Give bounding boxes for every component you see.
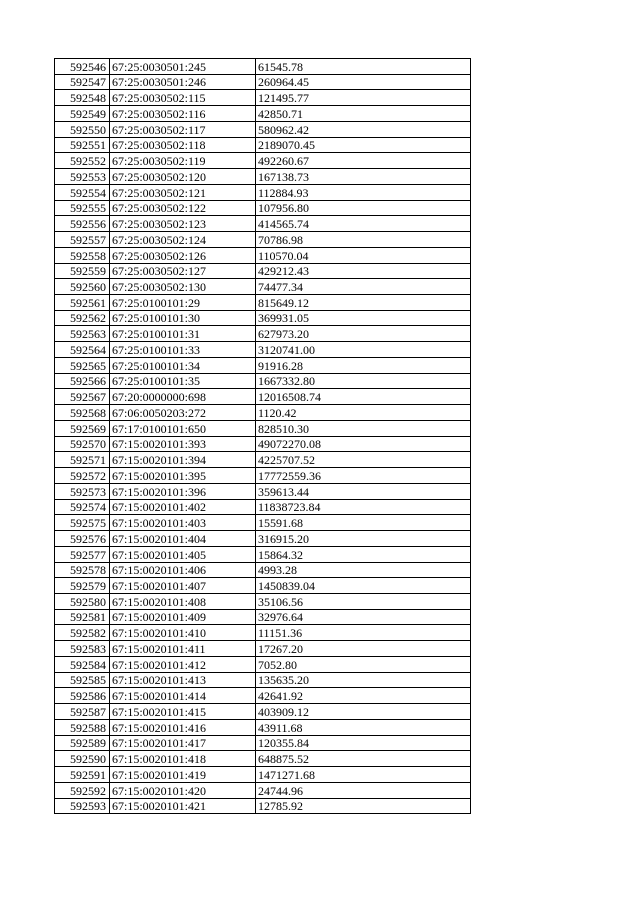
cadastral-number-cell: 67:15:0020101:402 [110,499,256,515]
table-row [55,137,471,153]
row-id-cell: 592593 [55,798,110,814]
table-row [55,90,471,106]
value-cell: 91916.28 [256,357,471,373]
cadastral-number-cell: 67:15:0020101:415 [110,704,256,720]
row-id-cell: 592587 [55,704,110,720]
value-cell: 627973.20 [256,326,471,342]
table-row [55,609,471,625]
cadastral-number-cell: 67:25:0030502:130 [110,279,256,295]
value-cell: 403909.12 [256,704,471,720]
cadastral-number-cell: 67:15:0020101:403 [110,515,256,531]
value-cell: 1120.42 [256,405,471,421]
cadastral-number-cell: 67:25:0030502:124 [110,232,256,248]
value-cell: 49072270.08 [256,436,471,452]
table-row [55,200,471,216]
row-id-cell: 592548 [55,90,110,106]
cadastral-number-cell: 67:25:0030502:123 [110,216,256,232]
table-row [55,121,471,137]
table-row [55,546,471,562]
cadastral-number-cell: 67:17:0100101:650 [110,420,256,436]
row-id-cell: 592554 [55,184,110,200]
value-cell: 17267.20 [256,641,471,657]
cadastral-number-cell: 67:15:0020101:417 [110,735,256,751]
cadastral-number-cell: 67:15:0020101:414 [110,688,256,704]
value-cell: 492260.67 [256,153,471,169]
cadastral-number-cell: 67:15:0020101:411 [110,641,256,657]
table-row [55,310,471,326]
cadastral-number-cell: 67:25:0030502:121 [110,184,256,200]
table-row [55,704,471,720]
cadastral-number-cell: 67:15:0020101:395 [110,468,256,484]
cadastral-number-cell: 67:15:0020101:413 [110,672,256,688]
row-id-cell: 592574 [55,499,110,515]
value-cell: 107956.80 [256,200,471,216]
cadastral-number-cell: 67:15:0020101:404 [110,531,256,547]
row-id-cell: 592570 [55,436,110,452]
table-row [55,389,471,405]
cadastral-number-cell: 67:25:0030502:126 [110,247,256,263]
value-cell: 1471271.68 [256,767,471,783]
value-cell: 11151.36 [256,625,471,641]
table-row [55,562,471,578]
table-row [55,593,471,609]
row-id-cell: 592549 [55,106,110,122]
value-cell: 43911.68 [256,719,471,735]
cadastral-number-cell: 67:25:0030502:122 [110,200,256,216]
row-id-cell: 592555 [55,200,110,216]
table-row [55,342,471,358]
cadastral-number-cell: 67:25:0030501:245 [110,59,256,75]
table-body [55,59,471,814]
value-cell: 61545.78 [256,59,471,75]
cadastral-number-cell: 67:15:0020101:408 [110,593,256,609]
cadastral-number-cell: 67:25:0030502:127 [110,263,256,279]
value-cell: 815649.12 [256,295,471,311]
value-cell: 828510.30 [256,420,471,436]
value-cell: 15591.68 [256,515,471,531]
value-cell: 35106.56 [256,593,471,609]
table-row [55,263,471,279]
table-row [55,373,471,389]
table-row [55,625,471,641]
row-id-cell: 592571 [55,452,110,468]
table-row [55,216,471,232]
row-id-cell: 592588 [55,719,110,735]
row-id-cell: 592586 [55,688,110,704]
table-row [55,782,471,798]
row-id-cell: 592559 [55,263,110,279]
row-id-cell: 592565 [55,357,110,373]
cadastral-number-cell: 67:15:0020101:419 [110,767,256,783]
value-cell: 42641.92 [256,688,471,704]
row-id-cell: 592591 [55,767,110,783]
table-row [55,515,471,531]
value-cell: 12785.92 [256,798,471,814]
table-row [55,798,471,814]
cadastral-number-cell: 67:15:0020101:412 [110,656,256,672]
table-row [55,59,471,75]
value-cell: 32976.64 [256,609,471,625]
cadastral-number-cell: 67:06:0050203:272 [110,405,256,421]
cadastral-number-cell: 67:15:0020101:409 [110,609,256,625]
table-row [55,247,471,263]
cadastral-number-cell: 67:25:0030502:118 [110,137,256,153]
row-id-cell: 592551 [55,137,110,153]
table-row [55,295,471,311]
value-cell: 2189070.45 [256,137,471,153]
table-row [55,169,471,185]
row-id-cell: 592566 [55,373,110,389]
cadastral-number-cell: 67:15:0020101:393 [110,436,256,452]
row-id-cell: 592558 [55,247,110,263]
row-id-cell: 592580 [55,593,110,609]
row-id-cell: 592579 [55,578,110,594]
row-id-cell: 592581 [55,609,110,625]
table-row [55,153,471,169]
table-row [55,656,471,672]
value-cell: 70786.98 [256,232,471,248]
cadastral-number-cell: 67:25:0100101:29 [110,295,256,311]
cadastral-number-cell: 67:15:0020101:420 [110,782,256,798]
row-id-cell: 592585 [55,672,110,688]
value-cell: 120355.84 [256,735,471,751]
cadastral-number-cell: 67:25:0030502:117 [110,121,256,137]
table-row [55,688,471,704]
cadastral-number-cell: 67:25:0030502:119 [110,153,256,169]
cadastral-number-cell: 67:15:0020101:396 [110,483,256,499]
cadastral-number-cell: 67:25:0030502:115 [110,90,256,106]
value-cell: 42850.71 [256,106,471,122]
value-cell: 24744.96 [256,782,471,798]
table-row [55,106,471,122]
value-cell: 110570.04 [256,247,471,263]
value-cell: 4225707.52 [256,452,471,468]
cadastral-number-cell: 67:15:0020101:394 [110,452,256,468]
cadastral-number-cell: 67:15:0020101:407 [110,578,256,594]
value-cell: 1667332.80 [256,373,471,389]
cadastral-number-cell: 67:25:0030502:120 [110,169,256,185]
row-id-cell: 592590 [55,751,110,767]
row-id-cell: 592573 [55,483,110,499]
table-row [55,357,471,373]
row-id-cell: 592550 [55,121,110,137]
value-cell: 7052.80 [256,656,471,672]
table-row [55,184,471,200]
table-row [55,735,471,751]
value-cell: 12016508.74 [256,389,471,405]
value-cell: 359613.44 [256,483,471,499]
cadastral-number-cell: 67:25:0100101:30 [110,310,256,326]
table-row [55,326,471,342]
row-id-cell: 592547 [55,74,110,90]
row-id-cell: 592561 [55,295,110,311]
table-row [55,531,471,547]
row-id-cell: 592557 [55,232,110,248]
row-id-cell: 592592 [55,782,110,798]
row-id-cell: 592568 [55,405,110,421]
value-cell: 112884.93 [256,184,471,200]
table-row [55,279,471,295]
row-id-cell: 592556 [55,216,110,232]
value-cell: 316915.20 [256,531,471,547]
table-row [55,452,471,468]
row-id-cell: 592546 [55,59,110,75]
row-id-cell: 592578 [55,562,110,578]
row-id-cell: 592553 [55,169,110,185]
cadastral-number-cell: 67:15:0020101:421 [110,798,256,814]
value-cell: 414565.74 [256,216,471,232]
value-cell: 3120741.00 [256,342,471,358]
row-id-cell: 592576 [55,531,110,547]
table-row [55,483,471,499]
table-row [55,405,471,421]
value-cell: 648875.52 [256,751,471,767]
cadastral-number-cell: 67:25:0100101:35 [110,373,256,389]
data-table [54,58,471,814]
row-id-cell: 592560 [55,279,110,295]
cadastral-number-cell: 67:20:0000000:698 [110,389,256,405]
value-cell: 167138.73 [256,169,471,185]
table-row [55,468,471,484]
cadastral-number-cell: 67:25:0100101:34 [110,357,256,373]
row-id-cell: 592577 [55,546,110,562]
row-id-cell: 592567 [55,389,110,405]
row-id-cell: 592575 [55,515,110,531]
table-row [55,578,471,594]
value-cell: 15864.32 [256,546,471,562]
row-id-cell: 592583 [55,641,110,657]
row-id-cell: 592582 [55,625,110,641]
value-cell: 17772559.36 [256,468,471,484]
table-row [55,499,471,515]
cadastral-number-cell: 67:15:0020101:406 [110,562,256,578]
table-row [55,767,471,783]
cadastral-number-cell: 67:15:0020101:405 [110,546,256,562]
cadastral-number-cell: 67:25:0030502:116 [110,106,256,122]
cadastral-number-cell: 67:25:0030501:246 [110,74,256,90]
value-cell: 369931.05 [256,310,471,326]
row-id-cell: 592563 [55,326,110,342]
table-row [55,672,471,688]
cadastral-number-cell: 67:15:0020101:416 [110,719,256,735]
table-row [55,232,471,248]
row-id-cell: 592569 [55,420,110,436]
row-id-cell: 592552 [55,153,110,169]
table-row [55,719,471,735]
table-row [55,74,471,90]
cadastral-number-cell: 67:25:0100101:33 [110,342,256,358]
row-id-cell: 592572 [55,468,110,484]
row-id-cell: 592589 [55,735,110,751]
value-cell: 429212.43 [256,263,471,279]
value-cell: 74477.34 [256,279,471,295]
table-row [55,751,471,767]
cadastral-number-cell: 67:15:0020101:410 [110,625,256,641]
value-cell: 121495.77 [256,90,471,106]
cadastral-number-cell: 67:25:0100101:31 [110,326,256,342]
table-row [55,436,471,452]
value-cell: 1450839.04 [256,578,471,594]
row-id-cell: 592562 [55,310,110,326]
row-id-cell: 592564 [55,342,110,358]
value-cell: 580962.42 [256,121,471,137]
table-row [55,641,471,657]
row-id-cell: 592584 [55,656,110,672]
value-cell: 135635.20 [256,672,471,688]
table-row [55,420,471,436]
value-cell: 4993.28 [256,562,471,578]
cadastral-number-cell: 67:15:0020101:418 [110,751,256,767]
value-cell: 260964.45 [256,74,471,90]
value-cell: 11838723.84 [256,499,471,515]
